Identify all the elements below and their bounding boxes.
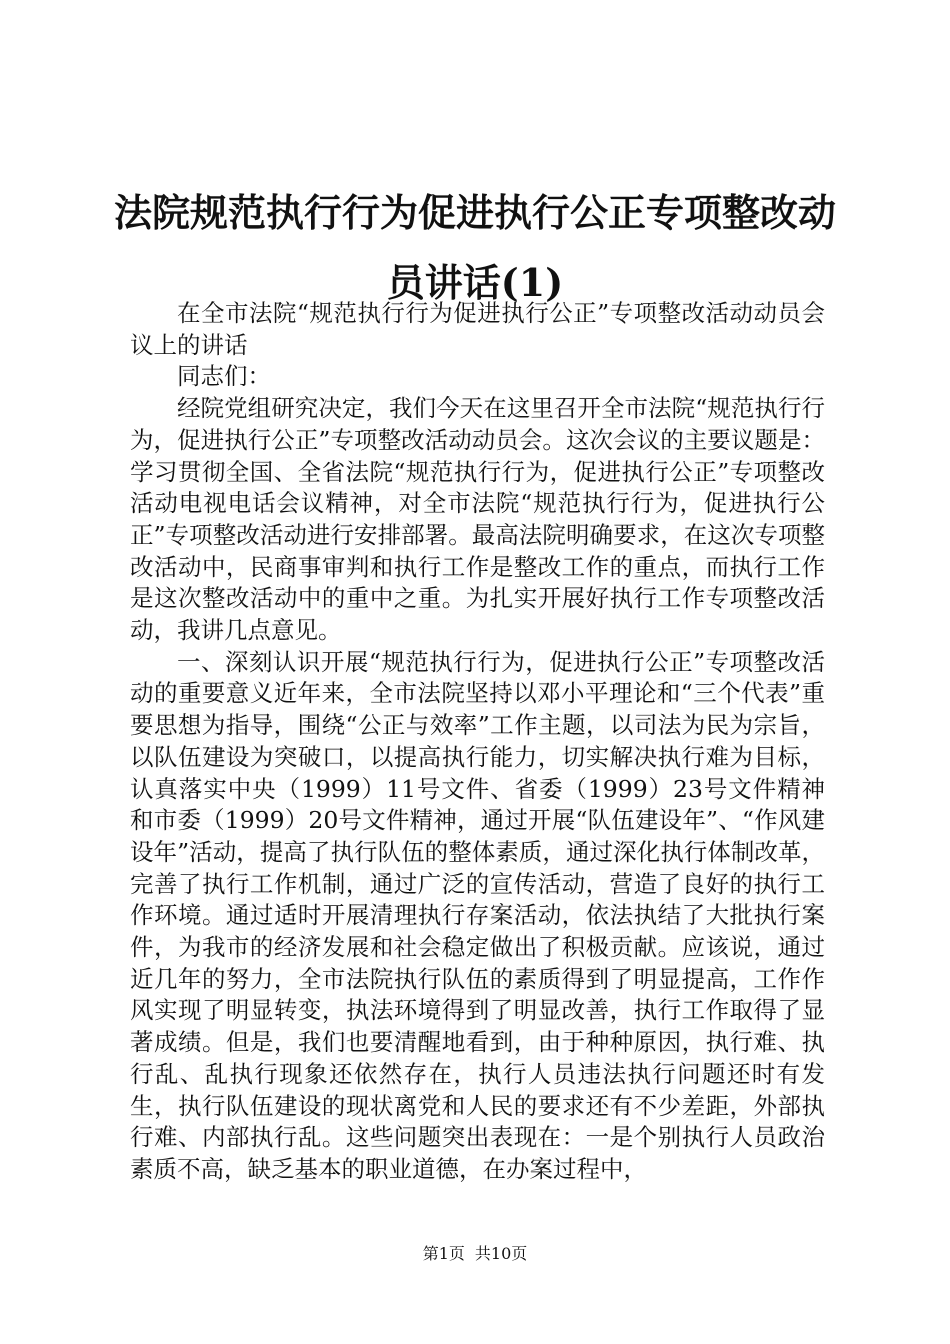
page-footer xyxy=(0,1243,950,1265)
page-number: 第1页 xyxy=(422,1244,465,1263)
intro-paragraph: 经院党组研究决定，我们今天在这里召开全市法院“规范执行行为，促进执行公正”专项整改活动动员会。这次会议的主要议题是：学习贯彻全国、全省法院“规范执行行为，促进执行公正”专项整改活动电视电话会议精神，对全市法院“规范执行行为，促进执行公正”专项整改活动进行安排部署。最高法院明确要求，在这次专项整改活动中，民商事审判和执行工作是整改工作的重点，而执行工作是这次整改活动中的重中之重。为扎实开展好执行工作专项整改活动，我讲几点意见。 xyxy=(130,394,825,645)
section-one-paragraph: 一、深刻认识开展“规范执行行为，促进执行公正”专项整改活动的重要意义近年来，全市法院坚持以邓小平理论和“三个代表”重要思想为指导，围绕“公正与效率”工作主题，以司法为民为宗旨，以队伍建设为突破口，以提高执行能力，切实解决执行难为目标，认真落实中央（1999）11号文件、省委（1999）23号文件精神和市委（1999）20号文件精神，通过开展“队伍建设年”、“作风建设年”活动，提高了执行队伍的整体素质，通过深化执行体制改革，完善了执行工作机制，通过广泛的宣传活动，营造了良好的执行工作环境。通过适时开展清理执行存案活动，依法执结了大批执行案件，为我市的经济发展和社会稳定做出了积极贡献。应该说，通过近几年的努力，全市法院执行队伍的素质得到了明显提高，工作作风实现了明显转变，执法环境得到了明显改善，执行工作取得了显著成绩。但是，我们也要清醒地看到，由于种种原因，执行难、执行乱、乱执行现象还依然存在，执行人员违法执行问题还时有发生，执行队伍建设的现状离党和人民的要求还有不少差距，外部执行难、内部执行乱。这些问题突出表现在：一是个别执行人员政治素质不高，缺乏基本的职业道德，在办案过程中， xyxy=(130,647,825,1183)
document-body xyxy=(130,298,825,1186)
subtitle-paragraph: 在全市法院“规范执行行为促进执行公正”专项整改活动动员会议上的讲话 xyxy=(130,299,825,359)
page-total: 共10页 xyxy=(474,1244,528,1263)
document-title: 法院规范执行行为促进执行公正专项整改动员讲话(1) xyxy=(113,190,836,305)
salutation-paragraph: 同志们： xyxy=(177,362,271,391)
